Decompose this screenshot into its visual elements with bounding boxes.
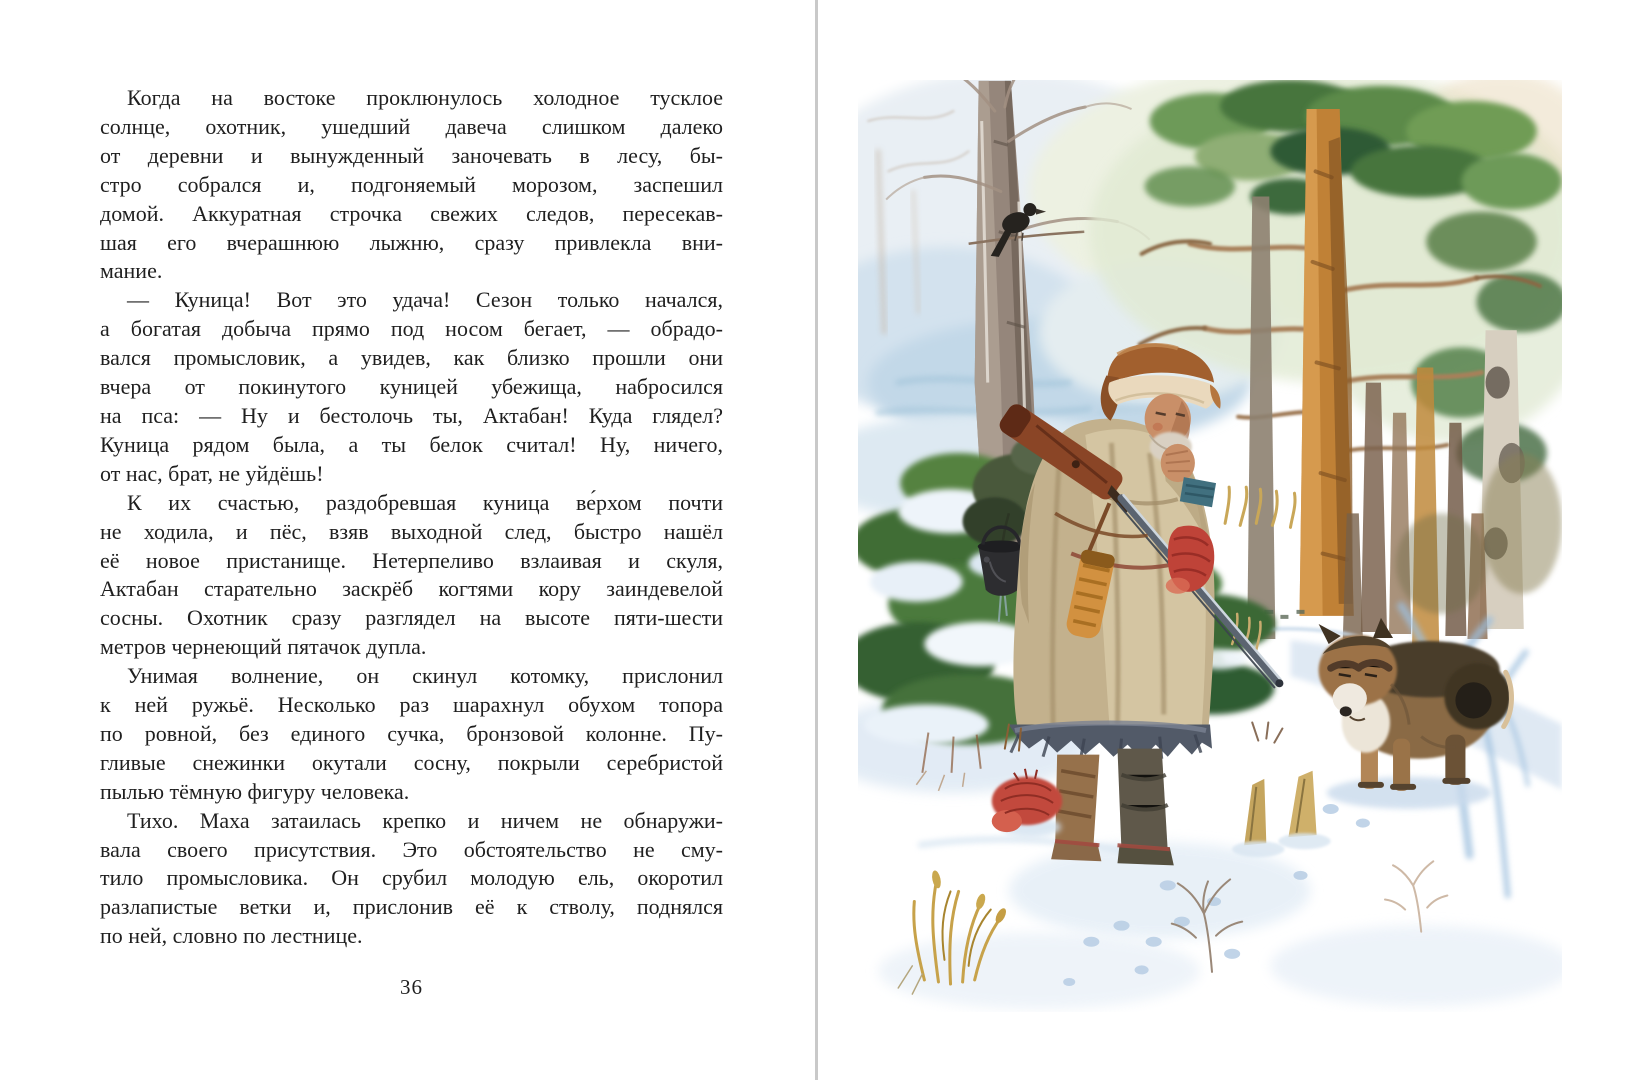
text-line: солнце, охотник, ушедший давеча слишком далеко bbox=[100, 113, 723, 139]
hand bbox=[1161, 444, 1195, 482]
text-line: разлапистые ветки и, прислонив её к стволу, поднялся bbox=[100, 894, 723, 920]
text-line: К их счастью, раздобревшая куница ве́рхом почти bbox=[127, 489, 723, 515]
text-line: тило промысловика. Он срубил молодую ель, окоротил bbox=[100, 865, 723, 891]
paragraph bbox=[100, 662, 723, 807]
text-line: сосны. Охотник сразу разглядел на высоте пяти-шести bbox=[100, 605, 723, 631]
text-line: вала своего присутствия. Это обстоятельство не сму- bbox=[100, 836, 723, 862]
text-line: не ходила, и пёс, взяв выходной след, быстро нашёл bbox=[100, 518, 723, 544]
page-number: 36 bbox=[400, 975, 423, 999]
text-line: гливые снежинки окутали сосну, покрыли серебристой bbox=[100, 749, 723, 775]
text-line: стро собрался и, подгоняемый морозом, заспешил bbox=[100, 171, 723, 197]
text-line: к ней ружьё. Несколько раз шарахнул обухом топора bbox=[100, 692, 723, 718]
watercolor-illustration bbox=[858, 80, 1562, 1012]
wooden-snags bbox=[1232, 771, 1331, 857]
text-line: Унимая волнение, он скинул котомку, прислонил bbox=[127, 663, 723, 689]
paragraph bbox=[100, 489, 723, 662]
text-line: Тихо. Маха затаилась крепко и ничем не обнаружи- bbox=[127, 807, 723, 833]
text-line: по ровной, без единого сучка, бронзовой колонне. Пу- bbox=[100, 720, 723, 746]
text-block bbox=[100, 84, 723, 951]
page-divider bbox=[815, 0, 818, 1080]
text-line: по ней, словно по лестнице. bbox=[100, 923, 363, 949]
text-line: метров чернеющий пятачок дупла. bbox=[100, 634, 427, 660]
text-line: а богатая добыча прямо под носом бегает, — обрадо- bbox=[100, 316, 723, 342]
text-line: шая его вчерашнюю лыжню, сразу привлекла вни- bbox=[100, 229, 723, 255]
text-line: вался промысловик, а увидев, как близко прошли они bbox=[100, 345, 723, 371]
paragraph bbox=[100, 84, 723, 286]
text-line: Актабан старательно заскрёб когтями кору заиндевелой bbox=[100, 576, 723, 602]
text-line: — Куница! Вот это удача! Сезон только начался, bbox=[127, 287, 723, 313]
text-line: домой. Аккуратная строчка свежих следов, пересекав- bbox=[100, 200, 723, 226]
text-line: на пса: — Ну и бестолочь ты, Актабан! Куда глядел? bbox=[100, 402, 723, 428]
text-line: вчера от покинутого куницей убежища, набросился bbox=[100, 374, 723, 400]
dog bbox=[1319, 618, 1512, 809]
text-line: от нас, брат, не уйдёшь! bbox=[100, 460, 324, 486]
text-line: её новое пристанище. Нетерпеливо взлаивая и скуля, bbox=[100, 547, 723, 573]
text-line: пылью тёмную фигуру человека. bbox=[100, 778, 410, 804]
text-line: Куница рядом была, а ты белок считал! Ну, ничего, bbox=[100, 431, 723, 457]
text-line: от деревни и вынужденный заночевать в лесу, бы- bbox=[100, 142, 723, 168]
paragraph bbox=[100, 807, 723, 952]
text-line: мание. bbox=[100, 258, 163, 284]
paragraph bbox=[100, 286, 723, 488]
text-line: Когда на востоке проклюнулось холодное тусклое bbox=[127, 85, 723, 110]
